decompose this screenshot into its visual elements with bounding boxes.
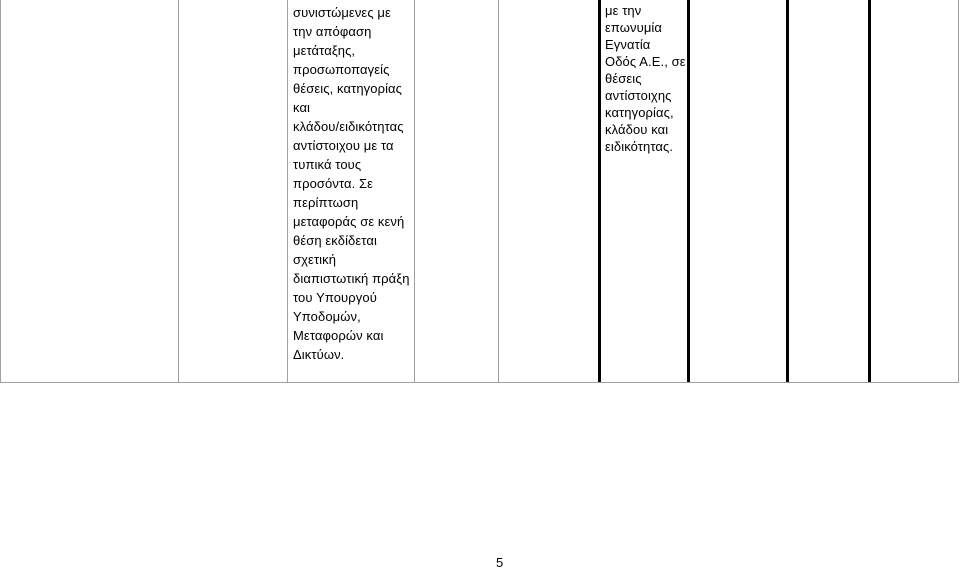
table-cell-text-column-4: συνιστώμενες με την απόφαση μετάταξης, προσωποπαγείς θέσεις, κατηγορίας και κλάδου/ειδικότητας αντίστοιχου με τα τυπικά τους προσόντα. Σε περίπτωση μεταφοράς σε κενή θέση εκδίδεται σχετική διαπιστωτική πράξη του Υπουργού Υποδομών, Μεταφορών και Δικτύων. [293, 5, 410, 362]
table-column-border [0, 0, 1, 383]
table-column-border [958, 0, 959, 383]
table-column-border-thick [786, 0, 789, 383]
table-bottom-border [0, 382, 959, 383]
page-number: 5 [496, 555, 504, 570]
table-column-border-thick [598, 0, 601, 383]
table-cell-text-column-7: με την επωνυμία Εγνατία Οδός Α.Ε., σε θέσεις αντίστοιχης κατηγορίας, κλάδου και ειδικότητας. [605, 3, 686, 154]
table-column-border [498, 0, 499, 383]
table-column-border [178, 0, 179, 383]
table-column-border-thick [687, 0, 690, 383]
table-column-border [414, 0, 415, 383]
table-column-border [287, 0, 288, 383]
table-column-border-thick [868, 0, 871, 383]
